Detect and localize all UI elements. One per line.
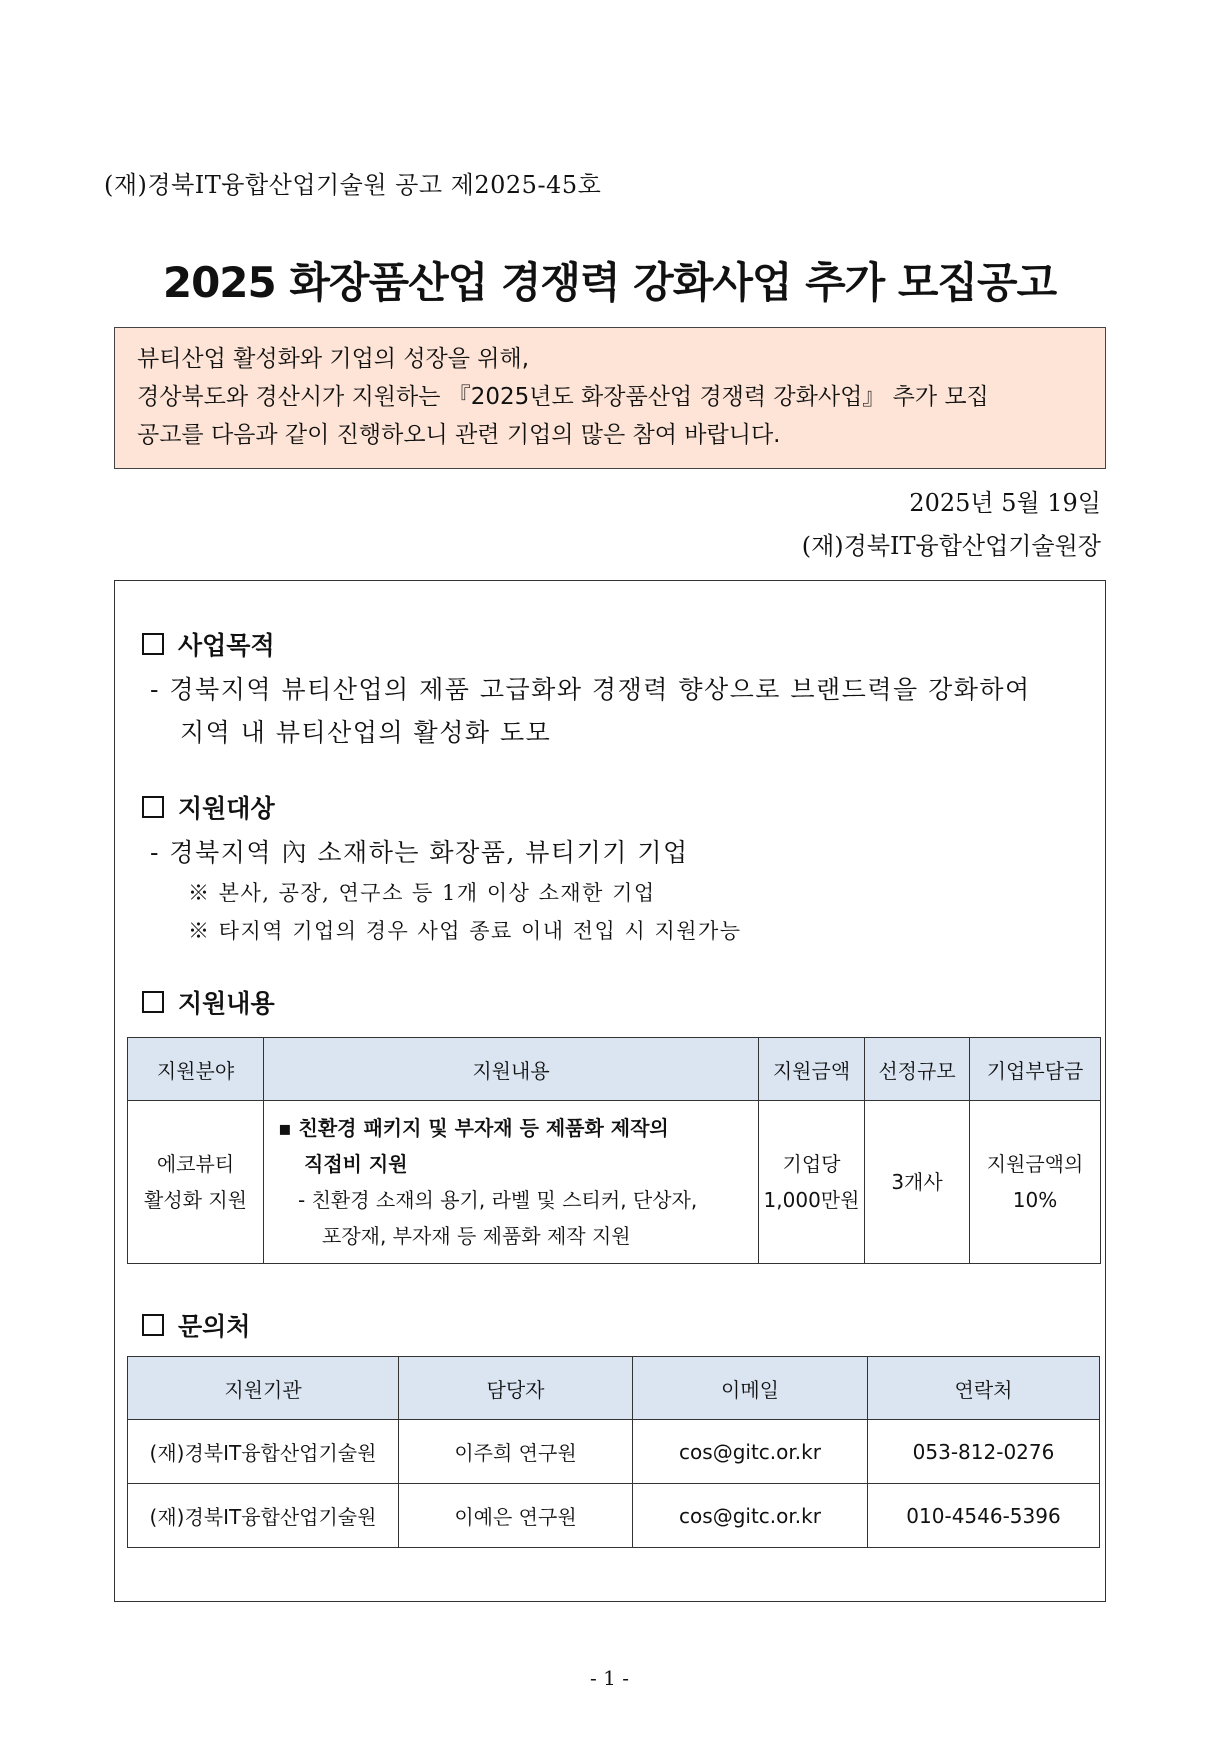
field-line-1: 에코뷰티 [156,1152,235,1176]
org-cell: (재)경북IT융합산업기술원 [128,1420,399,1484]
amount-line-1: 기업당 [782,1152,841,1176]
purpose-line-2: 지역 내 뷰티산업의 활성화 도모 [180,718,552,747]
detail-sub-1: - 친환경 소재의 용기, 라벨 및 스티커, 단상자, [298,1188,698,1212]
section-target-heading [142,789,275,825]
table-header-row [128,1038,1101,1101]
table-row [128,1420,1100,1484]
support-table [127,1037,1101,1264]
table-row [128,1101,1101,1264]
header-detail: 지원내용 [264,1038,759,1101]
header-scale: 선정규모 [865,1038,970,1101]
issuer: (재)경북IT융합산업기술원장 [801,532,1101,560]
email-cell[interactable]: cos@gitc.or.kr [633,1420,868,1484]
checkbox-square-icon [142,796,164,818]
share-cell [970,1101,1101,1264]
section-purpose-title: 사업목적 [178,631,275,660]
header-field: 지원분야 [128,1038,264,1101]
table-header-row [128,1357,1100,1420]
share-line-1: 지원금액의 [986,1152,1084,1176]
field-cell [128,1101,264,1264]
share-line-2: 10% [1012,1188,1058,1212]
org-cell: (재)경북IT융합산업기술원 [128,1484,399,1548]
intro-line-3: 공고를 다음과 같이 진행하오니 관련 기업의 많은 참여 바랍니다. [137,422,781,448]
intro-line-2: 경상북도와 경산시가 지원하는 『2025년도 화장품산업 경쟁력 강화사업』 추가 모집 [137,384,989,410]
document-title: 2025 화장품산업 경쟁력 강화사업 추가 모집공고 [162,258,1057,307]
issue-date: 2025년 5월 19일 [909,489,1101,517]
header-email: 이메일 [633,1357,868,1420]
target-note-1: ※ 본사, 공장, 연구소 등 1개 이상 소재한 기업 [188,881,656,905]
notice-number: (재)경북IT융합산업기술원 공고 제2025-45호 [104,171,602,199]
header-phone: 연락처 [868,1357,1100,1420]
header-amount: 지원금액 [759,1038,865,1101]
contact-table [127,1356,1100,1548]
scale-cell: 3개사 [865,1101,970,1264]
person-cell: 이예은 연구원 [399,1484,633,1548]
header-share: 기업부담금 [970,1038,1101,1101]
field-line-2: 활성화 지원 [144,1188,247,1212]
checkbox-square-icon [142,1314,164,1336]
header-org: 지원기관 [128,1357,399,1420]
section-content-heading [142,984,275,1020]
header-person: 담당자 [399,1357,633,1420]
checkbox-square-icon [142,991,164,1013]
section-contact-heading [142,1307,250,1343]
target-line-1: - 경북지역 內 소재하는 화장품, 뷰티기기 기업 [150,838,689,867]
phone-cell: 010-4546-5396 [868,1484,1100,1548]
email-cell[interactable]: cos@gitc.or.kr [633,1484,868,1548]
detail-head-2: 직접비 지원 [304,1152,408,1176]
detail-head-1: ▪ 친환경 패키지 및 부자재 등 제품화 제작의 [278,1116,669,1140]
page-number: - 1 - [590,1666,629,1690]
table-row [128,1484,1100,1548]
checkbox-square-icon [142,633,164,655]
amount-line-2: 1,000만원 [763,1188,860,1212]
intro-line-1: 뷰티산업 활성화와 기업의 성장을 위해, [137,346,530,372]
target-note-2: ※ 타지역 기업의 경우 사업 종료 이내 전입 시 지원가능 [188,919,742,943]
amount-cell [759,1101,865,1264]
detail-sub-2: 포장재, 부자재 등 제품화 제작 지원 [322,1224,631,1248]
phone-cell: 053-812-0276 [868,1420,1100,1484]
section-purpose-heading [142,626,275,662]
person-cell: 이주희 연구원 [399,1420,633,1484]
intro-box [114,327,1106,469]
purpose-line-1: - 경북지역 뷰티산업의 제품 고급화와 경쟁력 향상으로 브랜드력을 강화하여 [150,675,1031,704]
section-contact-title: 문의처 [178,1312,251,1341]
section-content-title: 지원내용 [178,989,275,1018]
detail-cell [264,1101,759,1264]
section-target-title: 지원대상 [178,794,275,823]
